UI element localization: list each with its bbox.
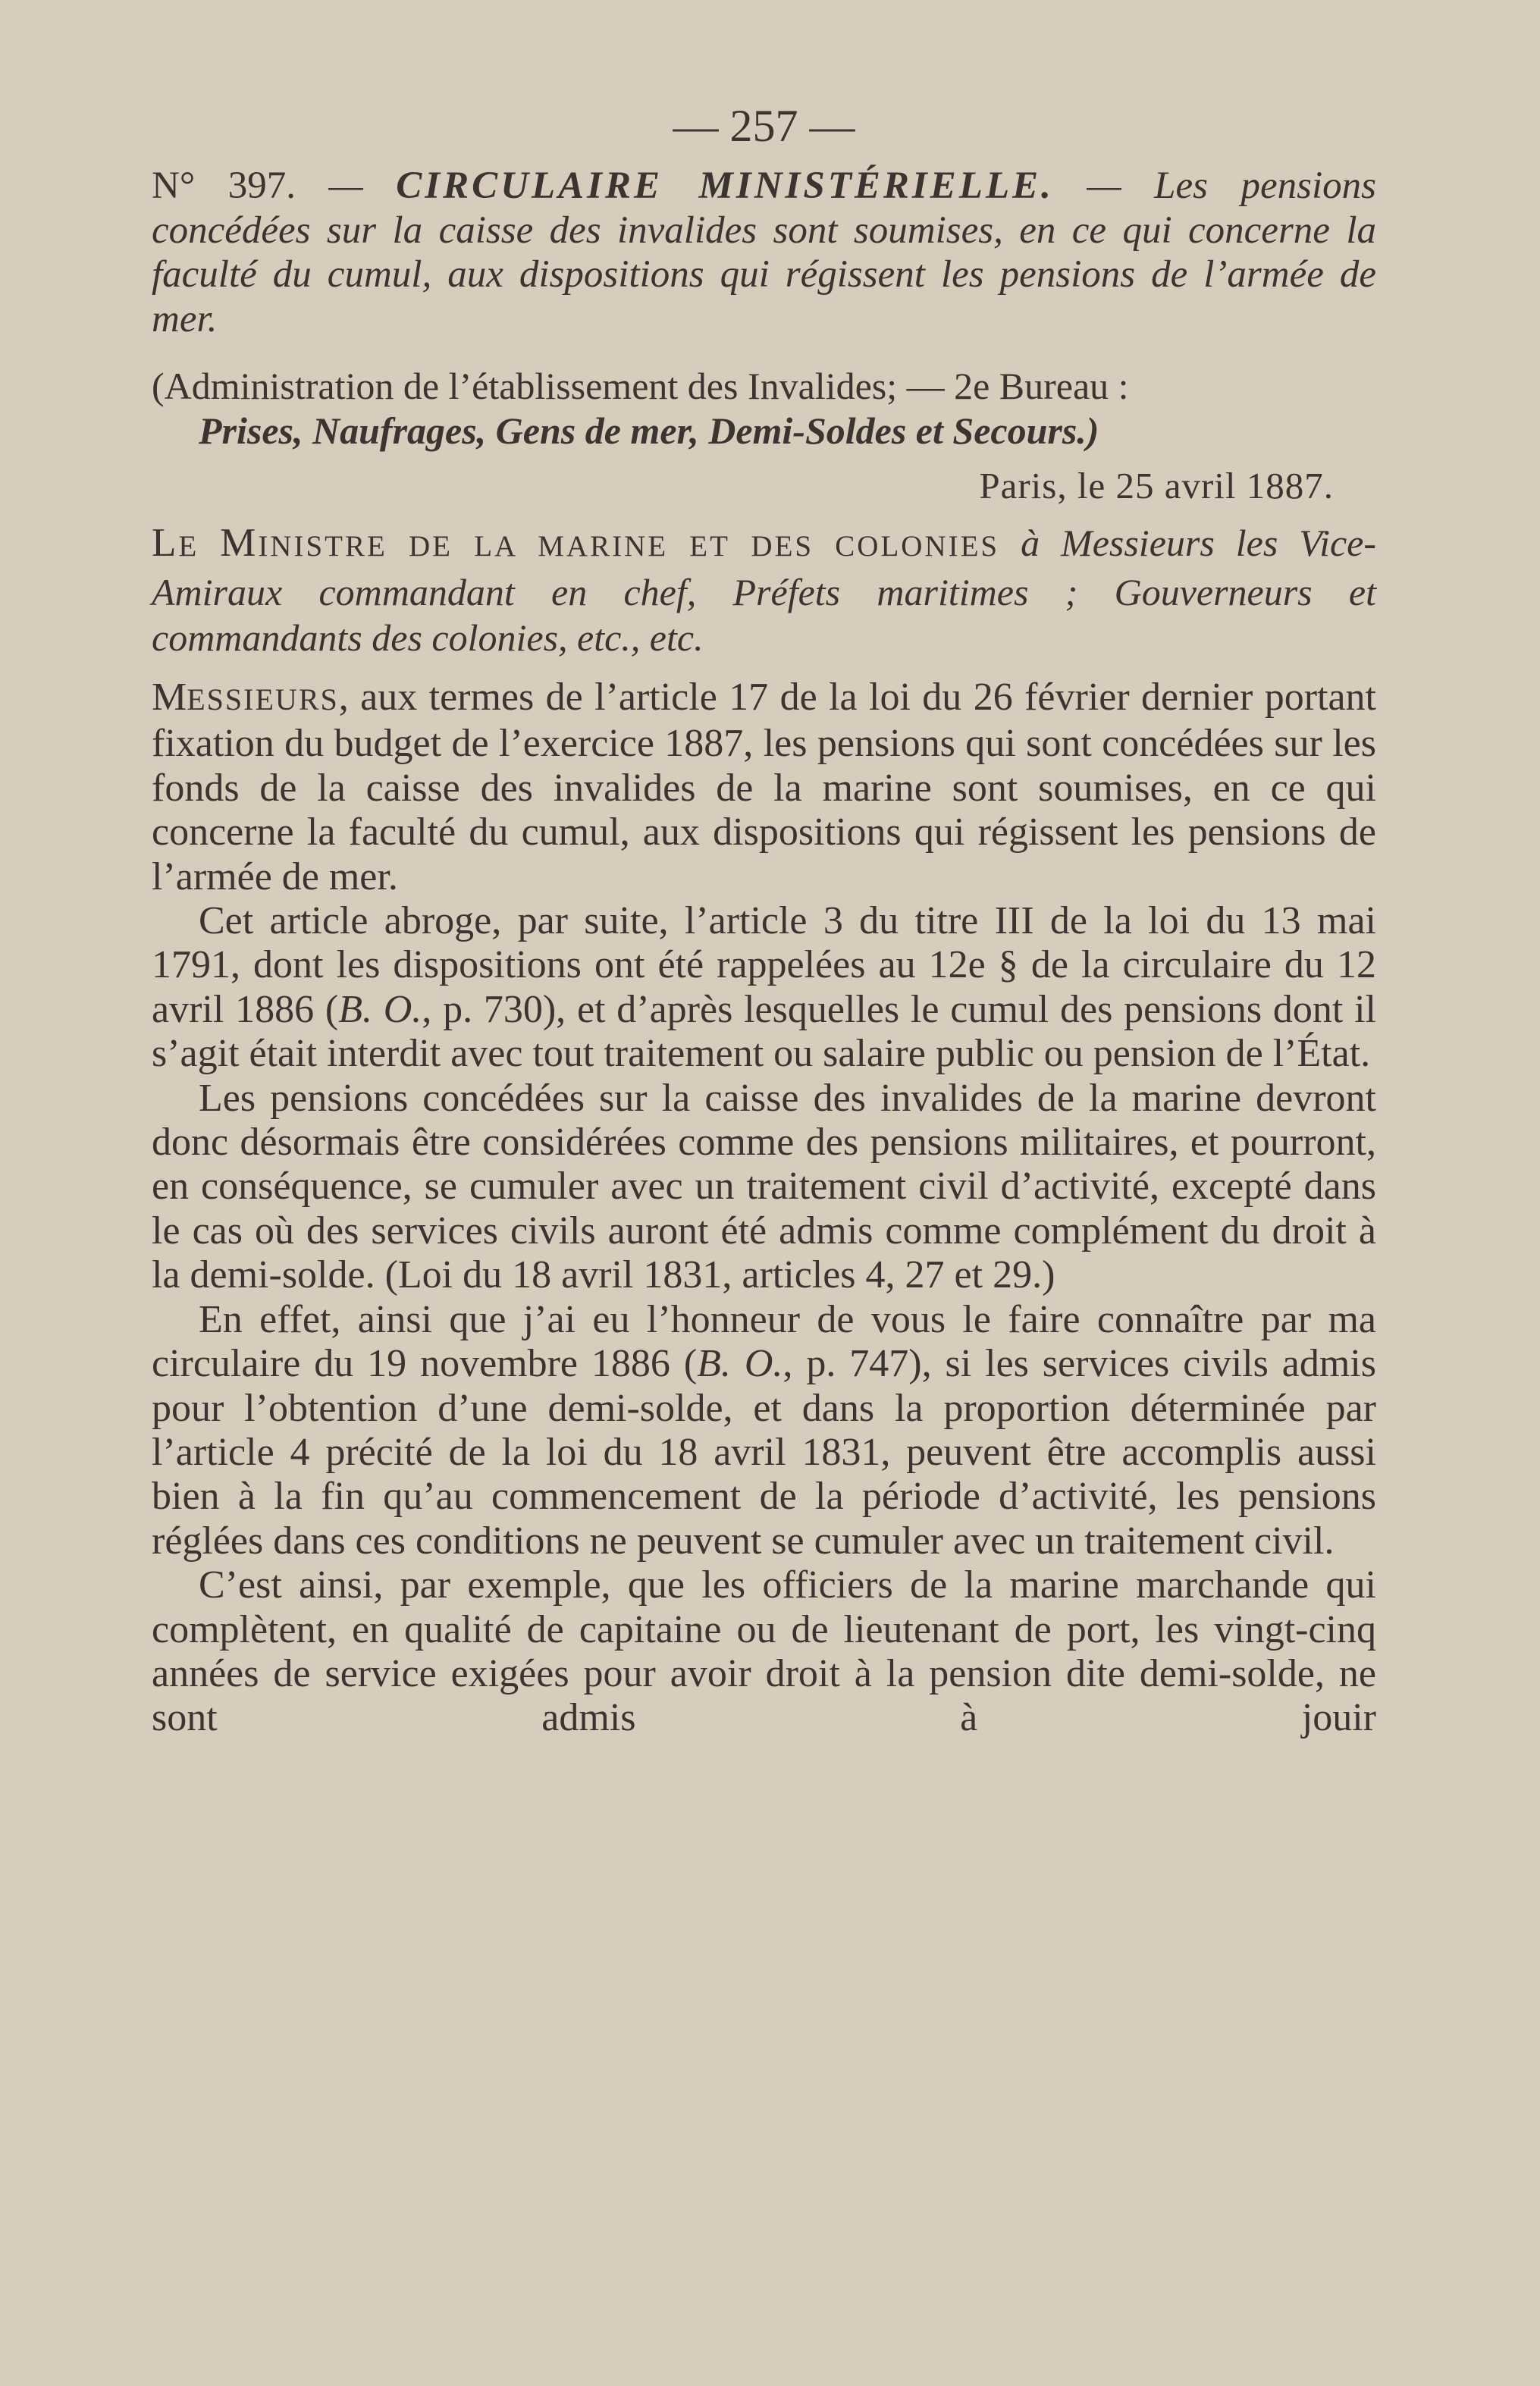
address-block — [152, 520, 1376, 660]
paragraph-2-text-a: Cet article abroge, par suite, l’article 3 du titre III de la loi du 13 mai 1791, dont les dispositions ont été rappelées au 12e § de la circulaire du 12 avril 1886 ( — [152, 899, 1376, 1031]
paragraph-4-text-a: En effet, ainsi que j’ai eu l’honneur de vous le faire connaître par ma circulaire du 19 novembre 1886 ( — [152, 1297, 1376, 1386]
paragraph-4-text-b: , p. 747), si les services civils admis pour l’obtention d’une demi-solde, et dans la proportion déterminée par l’article 4 précité de la loi du 18 avril 1831, peuvent être accomplis aussi bien à la fin qu’au commencement de la période d’activité, les pensions réglées dans ces conditions ne peuvent se cumuler avec un traitement civil. — [152, 1342, 1377, 1563]
administration-services: Prises, Naufrages, Gens de mer, Demi-Soldes et Secours.) — [199, 409, 1099, 452]
address-sender-rest: INISTRE DE LA MARINE ET DES COLONIES — [258, 530, 1000, 563]
paragraph-2-text-b: , p. 730), et d’après lesquelles le cumul des pensions dont il s’agit était interdit avec tout traitement ou salaire public ou pension de l’État. — [152, 987, 1377, 1076]
address-recipients: à Messieurs les Vice-Amiraux commandant en chef, Préfets maritimes ; Gouverneurs et commandants des colonies, etc., etc. — [152, 522, 1377, 659]
administration-line — [152, 364, 1376, 453]
circular-heading — [152, 164, 1376, 341]
salutation-initial: M — [152, 676, 187, 719]
paragraph-2-reference: B. O. — [338, 987, 422, 1031]
page-number: — 257 — — [673, 101, 855, 151]
paragraph-4-reference: B. O. — [697, 1342, 783, 1386]
circular-dash: — — [295, 165, 397, 207]
address-sender-initial: L — [152, 521, 179, 565]
administration-office: (Administration de l’établissement des Invalides; — 2e Bureau : — [152, 365, 1129, 407]
paragraph-1-text: , aux termes de l’article 17 de la loi du 26 février dernier portant fixation du budget de l’exercice 1887, les pensions qui sont concédées sur les fonds de la caisse des invalides de la marine sont soumises, en ce qui concerne la faculté du cumul, aux dispositions qui régissent les pensions de l’armée de mer. — [152, 676, 1376, 898]
paragraph-5: C’est ainsi, par exemple, que les officiers de la marine marchande qui complètent, en qualité de capitaine ou de lieutenant de port, les vingt-cinq années de service exigées pour avoir droit à la pension dite demi-solde, ne sont admis à jouir — [152, 1563, 1376, 1740]
circular-summary: — Les pensions concédées sur la caisse des invalides sont soumises, en ce qui concerne la faculté du cumul, aux dispositions qui régissent les pensions de l’armée de mer. — [152, 165, 1376, 340]
circular-body — [152, 676, 1376, 1741]
address-sender-m: M — [220, 521, 259, 565]
paragraph-3: Les pensions concédées sur la caisse des invalides de la marine devront donc désormais être considérées comme des pensions militaires, et pourront, en conséquence, se cumuler avec un traitement civil d’activité, excepté dans le cas où des services civils auront été admis comme complément du droit à la demi-solde. (Loi du 18 avril 1831, articles 4, 27 et 29.) — [152, 1076, 1376, 1297]
paragraph-2 — [152, 899, 1376, 1077]
salutation-rest: ESSIEURS — [187, 682, 339, 716]
circular-title: CIRCULAIRE MINISTÉRIELLE. — [396, 165, 1054, 207]
paragraph-1 — [152, 676, 1376, 899]
circular-number: N° 397. — [152, 165, 296, 207]
address-sender-e: E — [178, 530, 199, 563]
paragraph-4 — [152, 1298, 1376, 1563]
dateline: Paris, le 25 avril 1887. — [979, 465, 1334, 506]
